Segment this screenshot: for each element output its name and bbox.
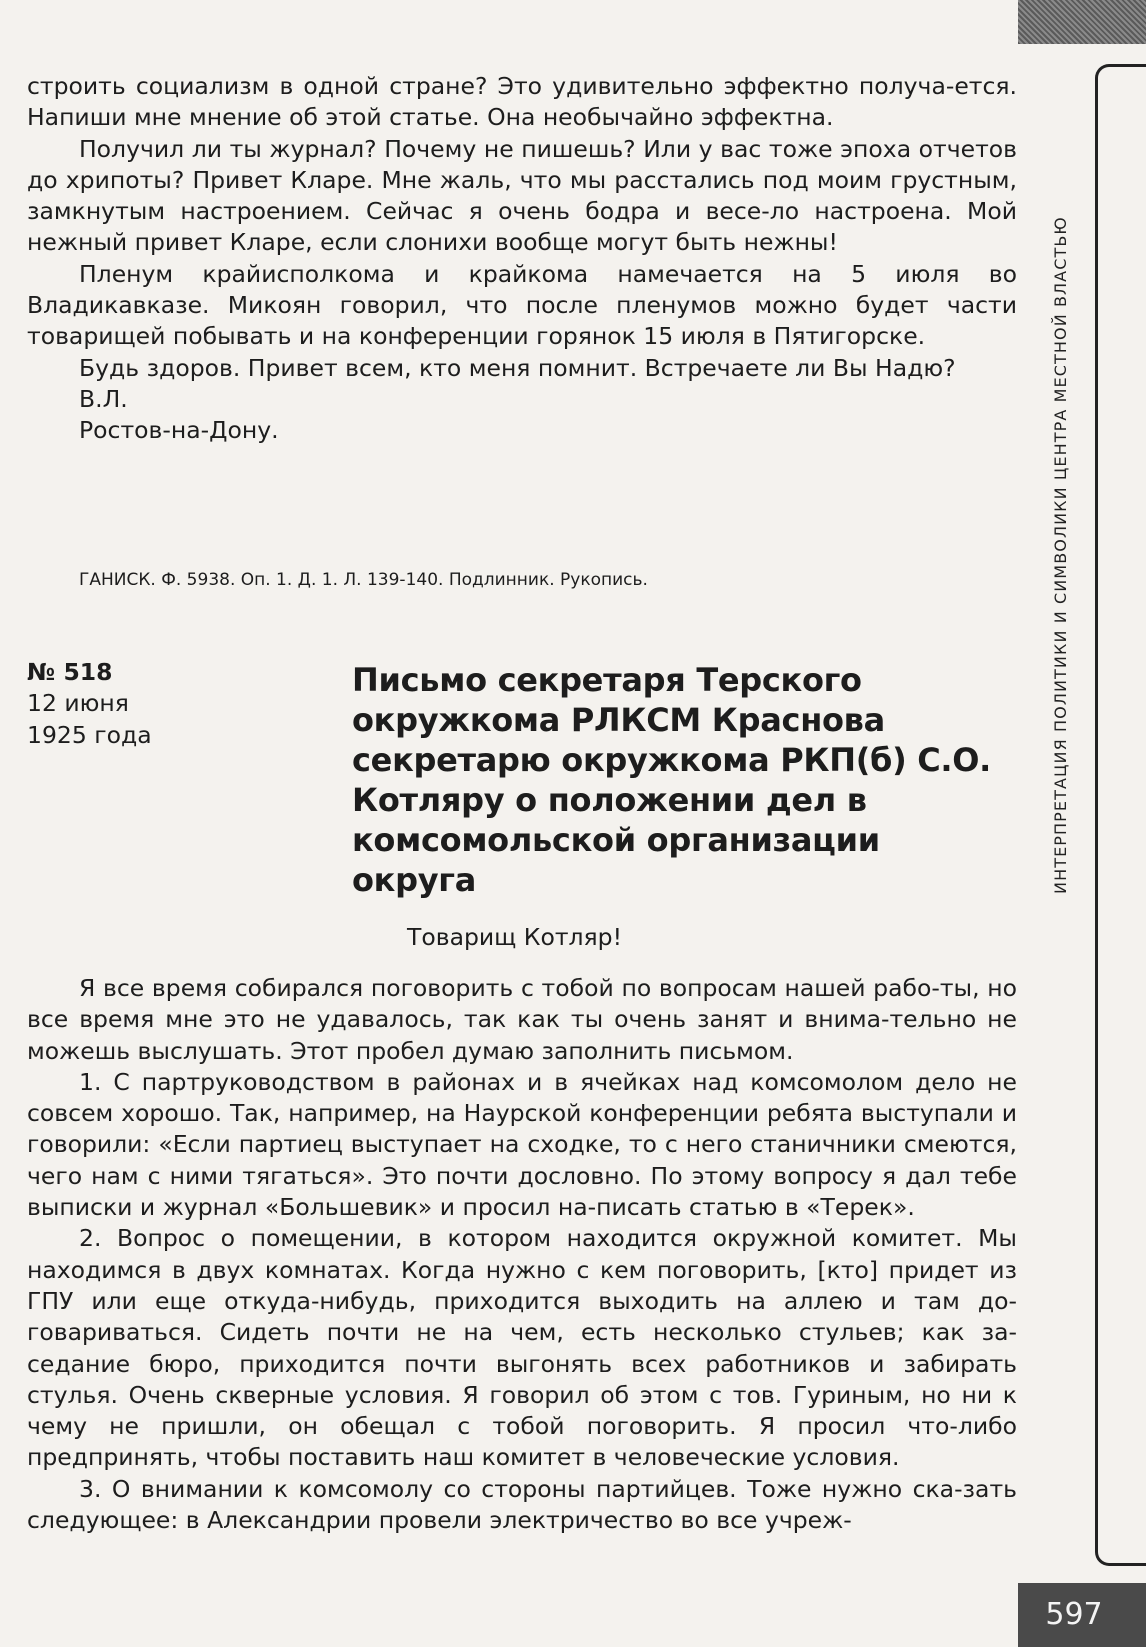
corner-decoration xyxy=(1018,0,1146,44)
place: Ростов-на-Дону. xyxy=(79,416,279,445)
document-number: № 518 xyxy=(27,658,113,686)
document-title: Письмо секретаря Терского окружкома РЛКСМ Краснова секретарю окружкома РКП(б) С.О. Котляру о положении дел в комсомольской организации округа xyxy=(352,661,992,899)
top-letter xyxy=(27,71,1017,447)
document-meta xyxy=(27,657,287,751)
paragraph: 3. О внимании к комсомолу со стороны партийцев. Тоже нужно ска-зать следующее: в Александрии провели электричество во все учреж- xyxy=(27,1474,1017,1535)
paragraph: строить социализм в одной стране? Это удивительно эффектно получа-ется. Напиши мне мнение об этой статье. Она необычайно эффектна. xyxy=(27,72,1017,132)
paragraph: Я все время собирался поговорить с тобой по вопросам нашей рабо-ты, но все время мне это не удавалось, так как ты очень занят и внима-тельно не можешь выслушать. Этот пробел думаю заполнить письмом. xyxy=(27,974,1017,1065)
paragraph: 1. С партруководством в районах и в ячейках над комсомолом дело не совсем хорошо. Так, например, на Наурской конференции ребята выступали и говорили: «Если партиец выступает на сходке, то с него станичники смеются, чего нам с ними тягаться». Это почти дословно. По этому вопросу я дал тебе выписки и журнал «Большевик» и просил на-писать статью в «Терек». xyxy=(27,1067,1017,1222)
archive-note: ГАНИСК. Ф. 5938. Оп. 1. Д. 1. Л. 139-140. Подлинник. Рукопись. xyxy=(79,570,648,590)
page-number: 597 xyxy=(1045,1597,1103,1632)
document-year: 1925 года xyxy=(27,720,152,749)
signature: В.Л. xyxy=(79,384,128,413)
running-head: ИНТЕРПРЕТАЦИЯ ПОЛИТИКИ И СИМВОЛИКИ ЦЕНТРА МЕСТНОЙ ВЛАСТЬЮ xyxy=(1051,216,1070,894)
salutation: Товарищ Котляр! xyxy=(407,923,623,951)
document-body xyxy=(27,973,1017,1536)
document-date: 12 июня xyxy=(27,689,129,718)
paragraph: Пленум крайисполкома и крайкома намечается на 5 июля во Владикавказе. Микоян говорил, что после пленумов можно будет части товарищей побывать и на конференции горянок 15 июля в Пятигорске. xyxy=(27,259,1017,351)
paragraph: Получил ли ты журнал? Почему не пишешь? Или у вас тоже эпоха отчетов до хрипоты? Привет Кларе. Мне жаль, что мы расстались под моим грустным, замкнутым настроением. Сейчас я очень бодра и весе-ло настроена. Мой нежный привет Кларе, если слонихи вообще могут быть нежны! xyxy=(27,134,1017,257)
paragraph: 2. Вопрос о помещении, в котором находится окружной комитет. Мы находимся в двух комнатах. Когда нужно с кем поговорить, [кто] придет из ГПУ или еще откуда-нибудь, приходится выходить на аллею и там до-говариваться. Сидеть почти не на чем, есть несколько стульев; как за-седание бюро, приходится почти выгонять всех работников и забирать стулья. Очень скверные условия. Я говорил об этом с тов. Гуриным, но ни к чему не пришли, он обещал с тобой поговорить. Я просил что-либо предпринять, чтобы поставить наш комитет в человеческие условия. xyxy=(27,1224,1017,1472)
paragraph: Будь здоров. Привет всем, кто меня помнит. Встречаете ли Вы Надю? xyxy=(79,353,956,382)
side-frame xyxy=(1095,64,1146,1566)
